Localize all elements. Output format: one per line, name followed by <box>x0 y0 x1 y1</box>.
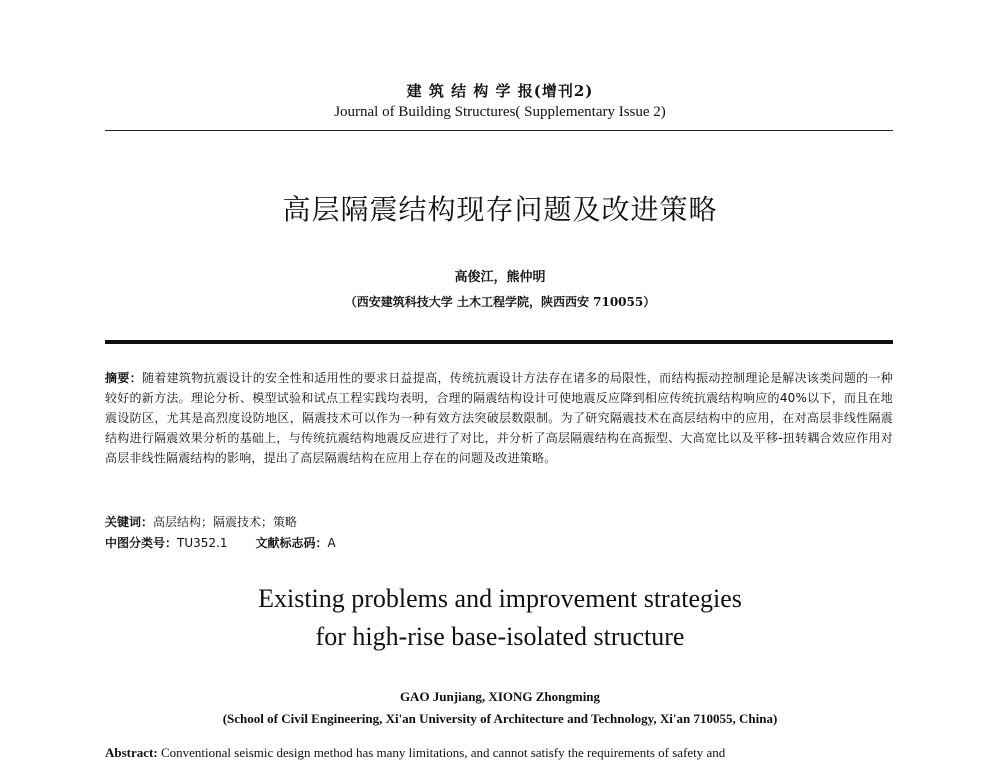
clc-label: 中图分类号： <box>105 536 178 550</box>
journal-header <box>0 80 1000 122</box>
abstract-text-en: Conventional seismic design method has many limitations, and cannot satisfy the requirements of safety and <box>160 745 726 760</box>
keywords-label-cn: 关键词： <box>105 515 154 529</box>
clc-value: TU352.1 <box>177 536 228 550</box>
authors-en: GAO Junjiang, XIONG Zhongming <box>399 689 601 704</box>
doc-code-label: 文献标志码： <box>255 536 328 550</box>
title-en-line2: for high-rise base-isolated structure <box>315 622 685 651</box>
abstract-en <box>105 744 893 760</box>
doc-code-value: A <box>327 536 336 550</box>
journal-name-cn: 建 筑 结 构 学 报(增刊2) <box>406 82 594 100</box>
title-en-line1: Existing problems and improvement strategies <box>258 584 742 613</box>
affiliation-cn: （西安建筑科技大学 土木工程学院，陕西西安 710055） <box>344 295 656 309</box>
header-rule <box>105 130 893 131</box>
classification-line <box>105 533 336 553</box>
abstract-label-en: Abstract: <box>105 745 158 760</box>
abstract-label-cn: 摘要： <box>105 371 142 385</box>
paper-title-cn: 高层隔震结构现存问题及改进策略 <box>282 193 718 226</box>
keywords-text-cn: 高层结构；隔震技术；策略 <box>153 515 298 529</box>
journal-name-en: Journal of Building Structures( Supplementary Issue 2) <box>334 104 666 120</box>
abstract-text-cn: 随着建筑物抗震设计的安全性和适用性的要求日益提高，传统抗震设计方法存在诸多的局限性，而结构振动控制理论是解决该类问题的一种较好的新方法。理论分析、模型试验和试点工程实践均表明，合理的隔震结构设计可使地震反应降到相应传统抗震结构响应的40%以下，而且在地震设防区，尤其是高烈度设防地区，隔震技术可以作为一种有效方法突破层数限制。为了研究隔震技术在高层结构中的应用，在对高层非线性隔震结构进行隔震效果分析的基础上，与传统抗震结构地震反应进行了对比，并分析了高层隔震结构在高振型、大高宽比以及平移-扭转耦合效应作用对高层非线性隔震结构的影响，提出了高层隔震结构在应用上存在的问题及改进策略。 <box>105 371 893 465</box>
section-rule <box>105 340 893 344</box>
affiliation-en: (School of Civil Engineering, Xi'an University of Architecture and Technology, Xi'an 710055, China) <box>222 711 778 726</box>
authors-cn: 高俊江，熊仲明 <box>454 270 546 285</box>
keywords-cn <box>105 512 297 532</box>
abstract-cn <box>105 368 893 468</box>
paper-title-en <box>0 580 1000 656</box>
